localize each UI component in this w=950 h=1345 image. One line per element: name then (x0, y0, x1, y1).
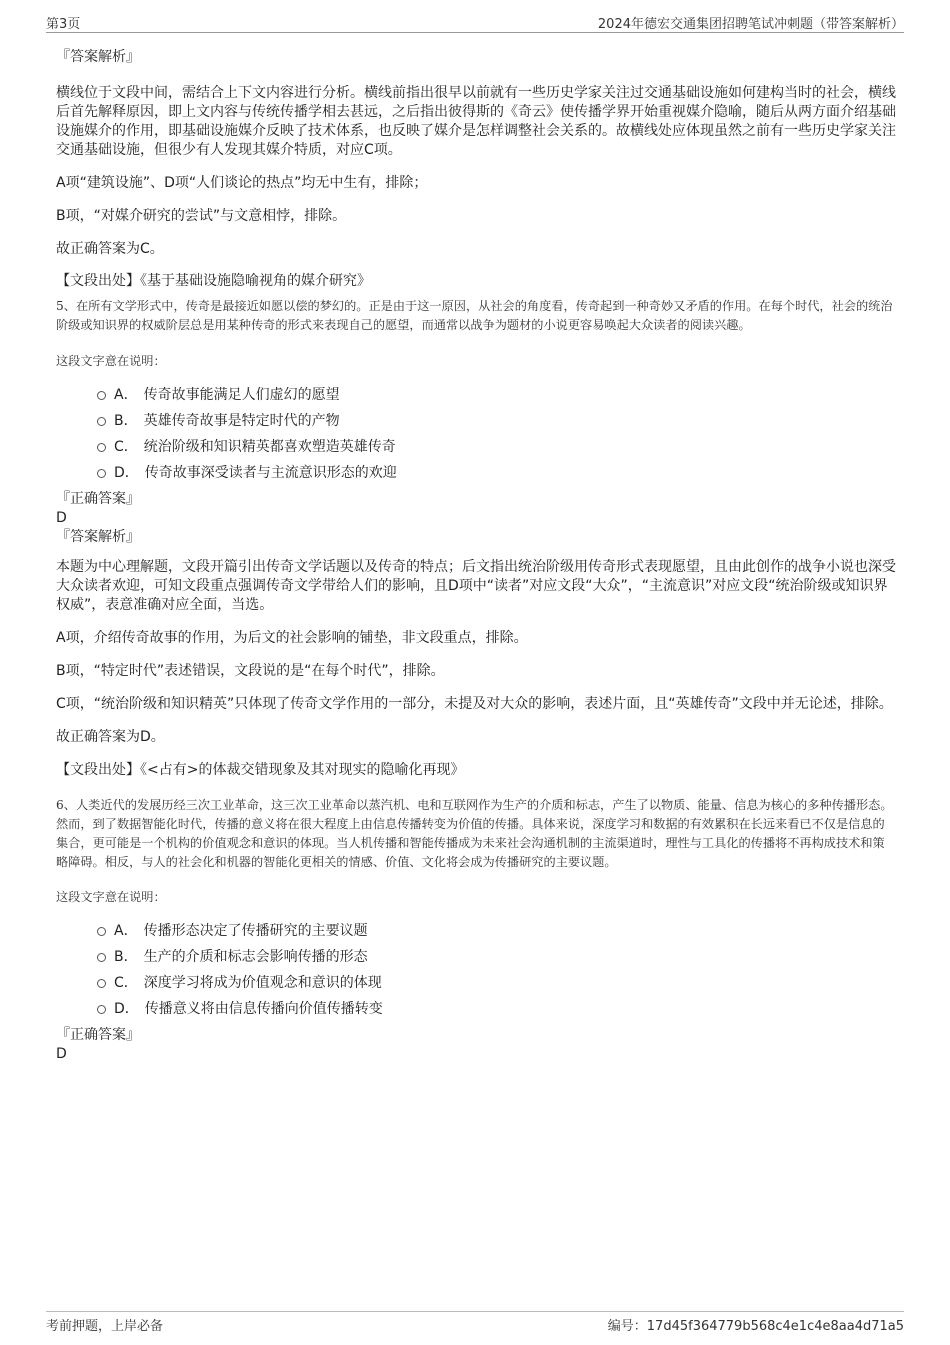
page-header (46, 12, 904, 33)
q4-conclusion: 故正确答案为C。 (56, 241, 164, 257)
q6-intro: 这段文字意在说明： (56, 890, 166, 904)
q5-note-c: C项，“统治阶级和知识精英”只体现了传奇文学作用的一部分，未提及对大众的影响，表述片面，且“英雄传奇”文段中并无论述，排除。 (56, 696, 893, 712)
document-title: 2024年德宏交通集团招聘笔试冲刺题（带答案解析） (597, 17, 904, 32)
radio-icon[interactable] (97, 979, 106, 988)
radio-icon[interactable] (97, 927, 106, 936)
q6-options (56, 918, 896, 1022)
q5-option-b[interactable]: B． 英雄传奇故事是特定时代的产物 (56, 408, 896, 434)
q5-intro: 这段文字意在说明： (56, 354, 166, 368)
radio-icon[interactable] (97, 391, 106, 400)
q5-analysis: 本题为中心理解题，文段开篇引出传奇文学话题以及传奇的特点；后文指出统治阶级用传奇形式表现愿望，且由此创作的战争小说也深受大众读者欢迎，可知文段重点强调传奇文学带给人们的影响，且D项中“读者”对应文段“大众”，“主流意识”对应文段“统治阶级或知识界权威”，表意准确对应全面，当选。 (56, 559, 896, 613)
q6-answer-label: 『正确答案』 (56, 1027, 140, 1043)
q5-analysis-label: 『答案解析』 (56, 529, 140, 545)
radio-icon[interactable] (97, 1005, 106, 1014)
page-content (56, 44, 896, 1064)
q5-option-a[interactable]: A． 传奇故事能满足人们虚幻的愿望 (56, 382, 896, 408)
q6-stem: 6、人类近代的发展历经三次工业革命，这三次工业革命以蒸汽机、电和互联网作为生产的介质和标志，产生了以物质、能量、信息为核心的多种传播形态。然而，到了数据智能化时代，传播的意义将在很大程度上由信息传播转变为价值的传播。具体来说，深度学习和数据的有效累积在长远来看已不仅是信息的集合，更可能是一个机构的价值观念和意识的体现。当人机传播和智能传播成为未来社会沟通机制的主流渠道时，理性与工具化的传播将不再构成技术和策略障碍。相反，与人的社会化和机器的智能化更相关的情感、价值、文化将会成为传播研究的主要议题。 (56, 798, 893, 869)
footer-slogan: 考前押题，上岸必备 (46, 1319, 164, 1334)
radio-icon[interactable] (97, 469, 106, 478)
q5-answer: D (56, 510, 67, 526)
q6-option-d[interactable]: D． 传播意义将由信息传播向价值传播转变 (56, 996, 896, 1022)
q4-note-b: B项，“对媒介研究的尝试”与文意相悖，排除。 (56, 208, 347, 224)
q5-source: 【文段出处】《<占有>的体裁交错现象及其对现实的隐喻化再现》 (56, 762, 465, 778)
page-footer (46, 1311, 904, 1332)
document-code: 编号：17d45f364779b568c4e1c4e8aa4d71a5 (607, 1319, 904, 1334)
q4-source: 【文段出处】《基于基础设施隐喻视角的媒介研究》 (56, 273, 371, 289)
q5-options (56, 382, 896, 486)
radio-icon[interactable] (97, 953, 106, 962)
q5-stem: 5、在所有文学形式中，传奇是最接近如愿以偿的梦幻的。正是由于这一原因，从社会的角度看，传奇起到一种奇妙又矛盾的作用。在每个时代，社会的统治阶级或知识界的权威阶层总是用某种传奇的形式来表现自己的愿望，而通常以战争为题材的小说更容易唤起大众读者的阅读兴趣。 (56, 299, 893, 332)
radio-icon[interactable] (97, 417, 106, 426)
q5-note-a: A项，介绍传奇故事的作用，为后文的社会影响的铺垫，非文段重点，排除。 (56, 630, 528, 646)
q4-analysis-label: 『答案解析』 (56, 49, 140, 65)
q6-answer: D (56, 1046, 67, 1062)
q6-option-a[interactable]: A． 传播形态决定了传播研究的主要议题 (56, 918, 896, 944)
q6-option-b[interactable]: B． 生产的介质和标志会影响传播的形态 (56, 944, 896, 970)
q5-conclusion: 故正确答案为D。 (56, 729, 165, 745)
q4-analysis: 横线位于文段中间，需结合上下文内容进行分析。横线前指出很早以前就有一些历史学家关注过交通基础设施如何建构当时的社会，横线后首先解释原因，即上文内容与传统传播学相去甚远，之后指出彼得斯的《奇云》使传播学界开始重视媒介隐喻，随后从两方面介绍基础设施媒介的作用，即基础设施媒介反映了技术体系，也反映了媒介是怎样调整社会关系的。故横线处应体现虽然之前有一些历史学家关注交通基础设施，但很少有人发现其媒介特质，对应C项。 (56, 85, 896, 158)
q5-answer-label: 『正确答案』 (56, 491, 140, 507)
radio-icon[interactable] (97, 443, 106, 452)
page-number: 第3页 (46, 17, 81, 32)
q6-option-c[interactable]: C． 深度学习将成为价值观念和意识的体现 (56, 970, 896, 996)
q5-note-b: B项，“特定时代”表述错误，文段说的是“在每个时代”，排除。 (56, 663, 445, 679)
q5-option-c[interactable]: C． 统治阶级和知识精英都喜欢塑造英雄传奇 (56, 434, 896, 460)
q4-note-a: A项“建筑设施”、D项“人们谈论的热点”均无中生有，排除； (56, 175, 428, 191)
q5-option-d[interactable]: D． 传奇故事深受读者与主流意识形态的欢迎 (56, 460, 896, 486)
